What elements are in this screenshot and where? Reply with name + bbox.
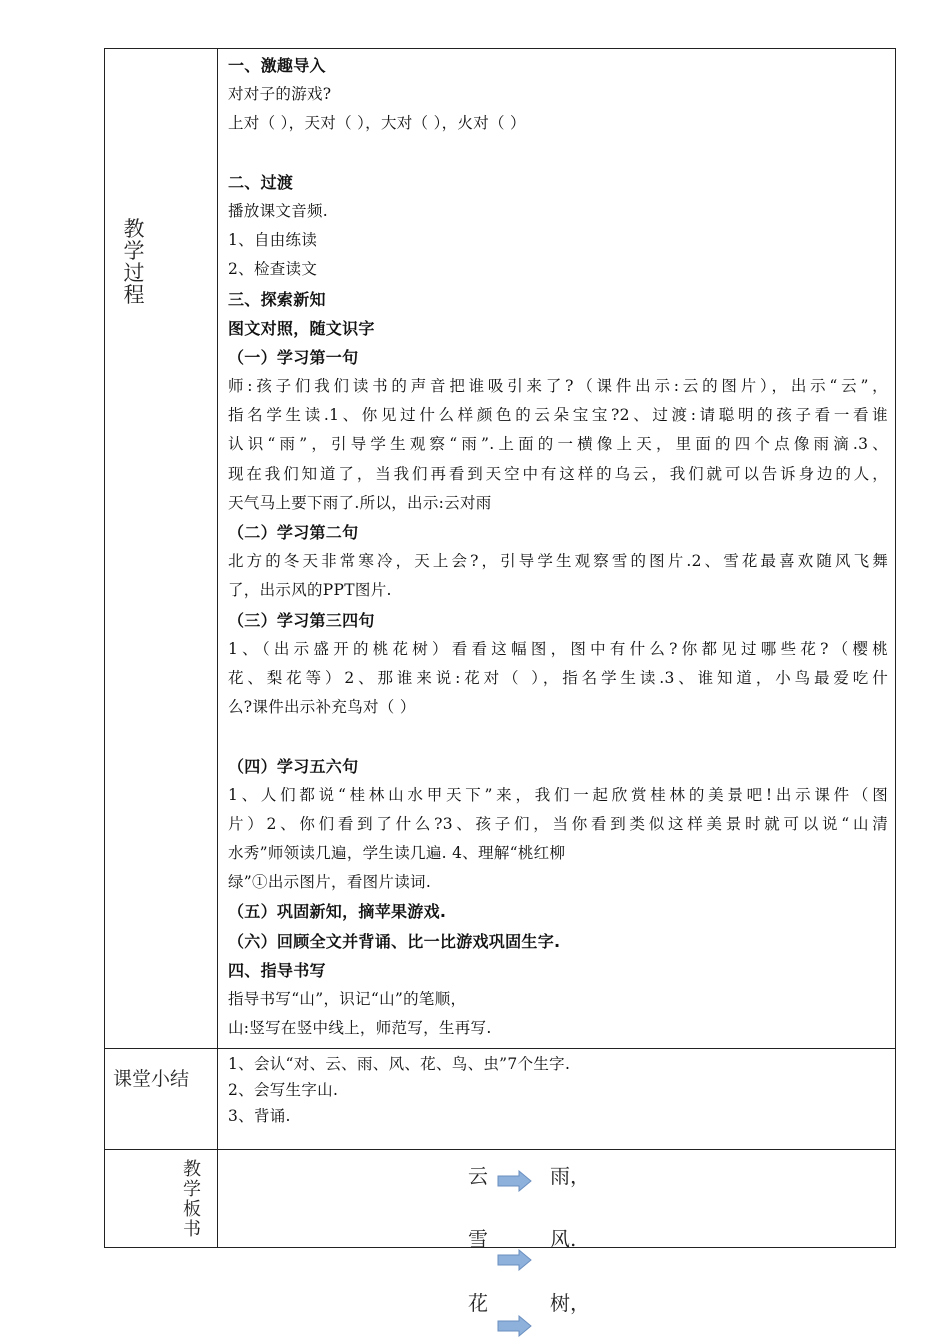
board-left-3: 花: [468, 1291, 488, 1315]
summary-line: 3、背诵.: [228, 1107, 291, 1125]
process-text-line: 么?课件出示补充鸟对（ ）: [228, 698, 416, 717]
process-text-line: 片）2、你们看到了什么?3、孩子们，当你看到类似这样美景时就可以说“山清: [228, 814, 888, 833]
process-text-line: 花、梨花等）2、那谁来说:花对（ ），指名学生读.3、谁知道，小鸟最爱吃什: [228, 668, 888, 687]
process-text-line: 师:孩子们我们读书的声音把谁吸引来了?（课件出示:云的图片），出示“云”，: [228, 377, 888, 396]
row-divider-summary: [104, 1149, 896, 1150]
process-text-line: 绿”①出示图片，看图片读词.: [228, 873, 432, 892]
summary-line: 1、会认“对、云、雨、风、花、鸟、虫”7个生字.: [228, 1055, 571, 1073]
process-text-line: 播放课文音频.: [228, 201, 329, 220]
teaching-process-content: [228, 51, 888, 1043]
process-text-line: 1、（出示盛开的桃花树）看看这幅图，图中有什么?你都见过哪些花?（樱桃: [228, 639, 888, 658]
section-heading: （五）巩固新知，摘苹果游戏.: [228, 902, 447, 922]
board-left-2: 雪: [468, 1227, 488, 1251]
arrow-right-icon: [497, 1315, 533, 1337]
process-text-line: 对对子的游戏?: [228, 85, 332, 104]
summary-label: 课堂小结: [113, 1068, 190, 1090]
process-label: 教 学 过 程: [123, 217, 145, 307]
section-heading: 四、指导书写: [228, 960, 326, 980]
section-heading: 三、探索新知: [228, 289, 326, 309]
section-heading: （一）学习第一句: [228, 347, 359, 367]
column-divider: [217, 48, 218, 1248]
section-heading: （二）学习第二句: [228, 523, 359, 542]
process-text-line: 指导书写“山”，识记“山”的笔顺，: [228, 990, 467, 1008]
section-heading: 二、过渡: [228, 172, 294, 192]
class-summary-content: [228, 1051, 888, 1129]
process-text-line: 上对（ ），天对（ ），大对（ ），火对（ ）: [228, 114, 526, 133]
board-right-3: 树，: [550, 1291, 590, 1315]
arrow-right-icon: [497, 1170, 533, 1192]
process-text-line: 1、自由练读: [228, 231, 318, 250]
arrow-right-icon: [497, 1249, 533, 1271]
section-heading: （四）学习五六句: [228, 756, 359, 776]
process-text-line: 水秀”师领读几遍，学生读几遍. 4、理解“桃红柳: [228, 844, 566, 863]
process-text-line: 北方的冬天非常寒冷，天上会?，引导学生观察雪的图片.2、雪花最喜欢随风飞舞: [228, 552, 888, 571]
section-heading: 一、激趣导入: [228, 56, 326, 75]
blank-line: [228, 722, 888, 751]
section-heading: （六）回顾全文并背诵、比一比游戏巩固生字.: [228, 931, 561, 951]
blank-line: [228, 139, 888, 168]
row-divider-process: [104, 1048, 896, 1049]
process-text-line: 现在我们知道了，当我们再看到天空中有这样的乌云，我们就可以告诉身边的人，: [228, 464, 888, 483]
board-label: 教 学 板 书: [183, 1159, 201, 1240]
process-text-line: 认识“雨”，引导学生观察“雨”.上面的一横像上天，里面的四个点像雨滴.3、: [228, 435, 888, 454]
board-left-1: 云: [468, 1164, 488, 1188]
process-text-line: 1、人们都说“桂林山水甲天下”来，我们一起欣赏桂林的美景吧!出示课件（图: [228, 785, 888, 804]
process-text-line: 指名学生读.1、你见过什么样颜色的云朵宝宝?2、过渡:请聪明的孩子看一看谁: [228, 406, 888, 425]
process-text-line: 天气马上要下雨了.所以，出示:云对雨: [228, 493, 492, 512]
process-text-line: 了，出示风的PPT图片.: [228, 581, 392, 600]
section-heading: （三）学习第三四句: [228, 610, 375, 630]
board-right-1: 雨，: [550, 1164, 590, 1188]
summary-line: 2、会写生字山.: [228, 1081, 339, 1099]
board-right-2: 风.: [550, 1227, 577, 1251]
process-text-line: 2、检查读文: [228, 260, 318, 279]
process-text-line: 山:竖写在竖中线上，师范写，生再写.: [228, 1019, 492, 1038]
section-heading: 图文对照，随文识字: [228, 318, 375, 338]
